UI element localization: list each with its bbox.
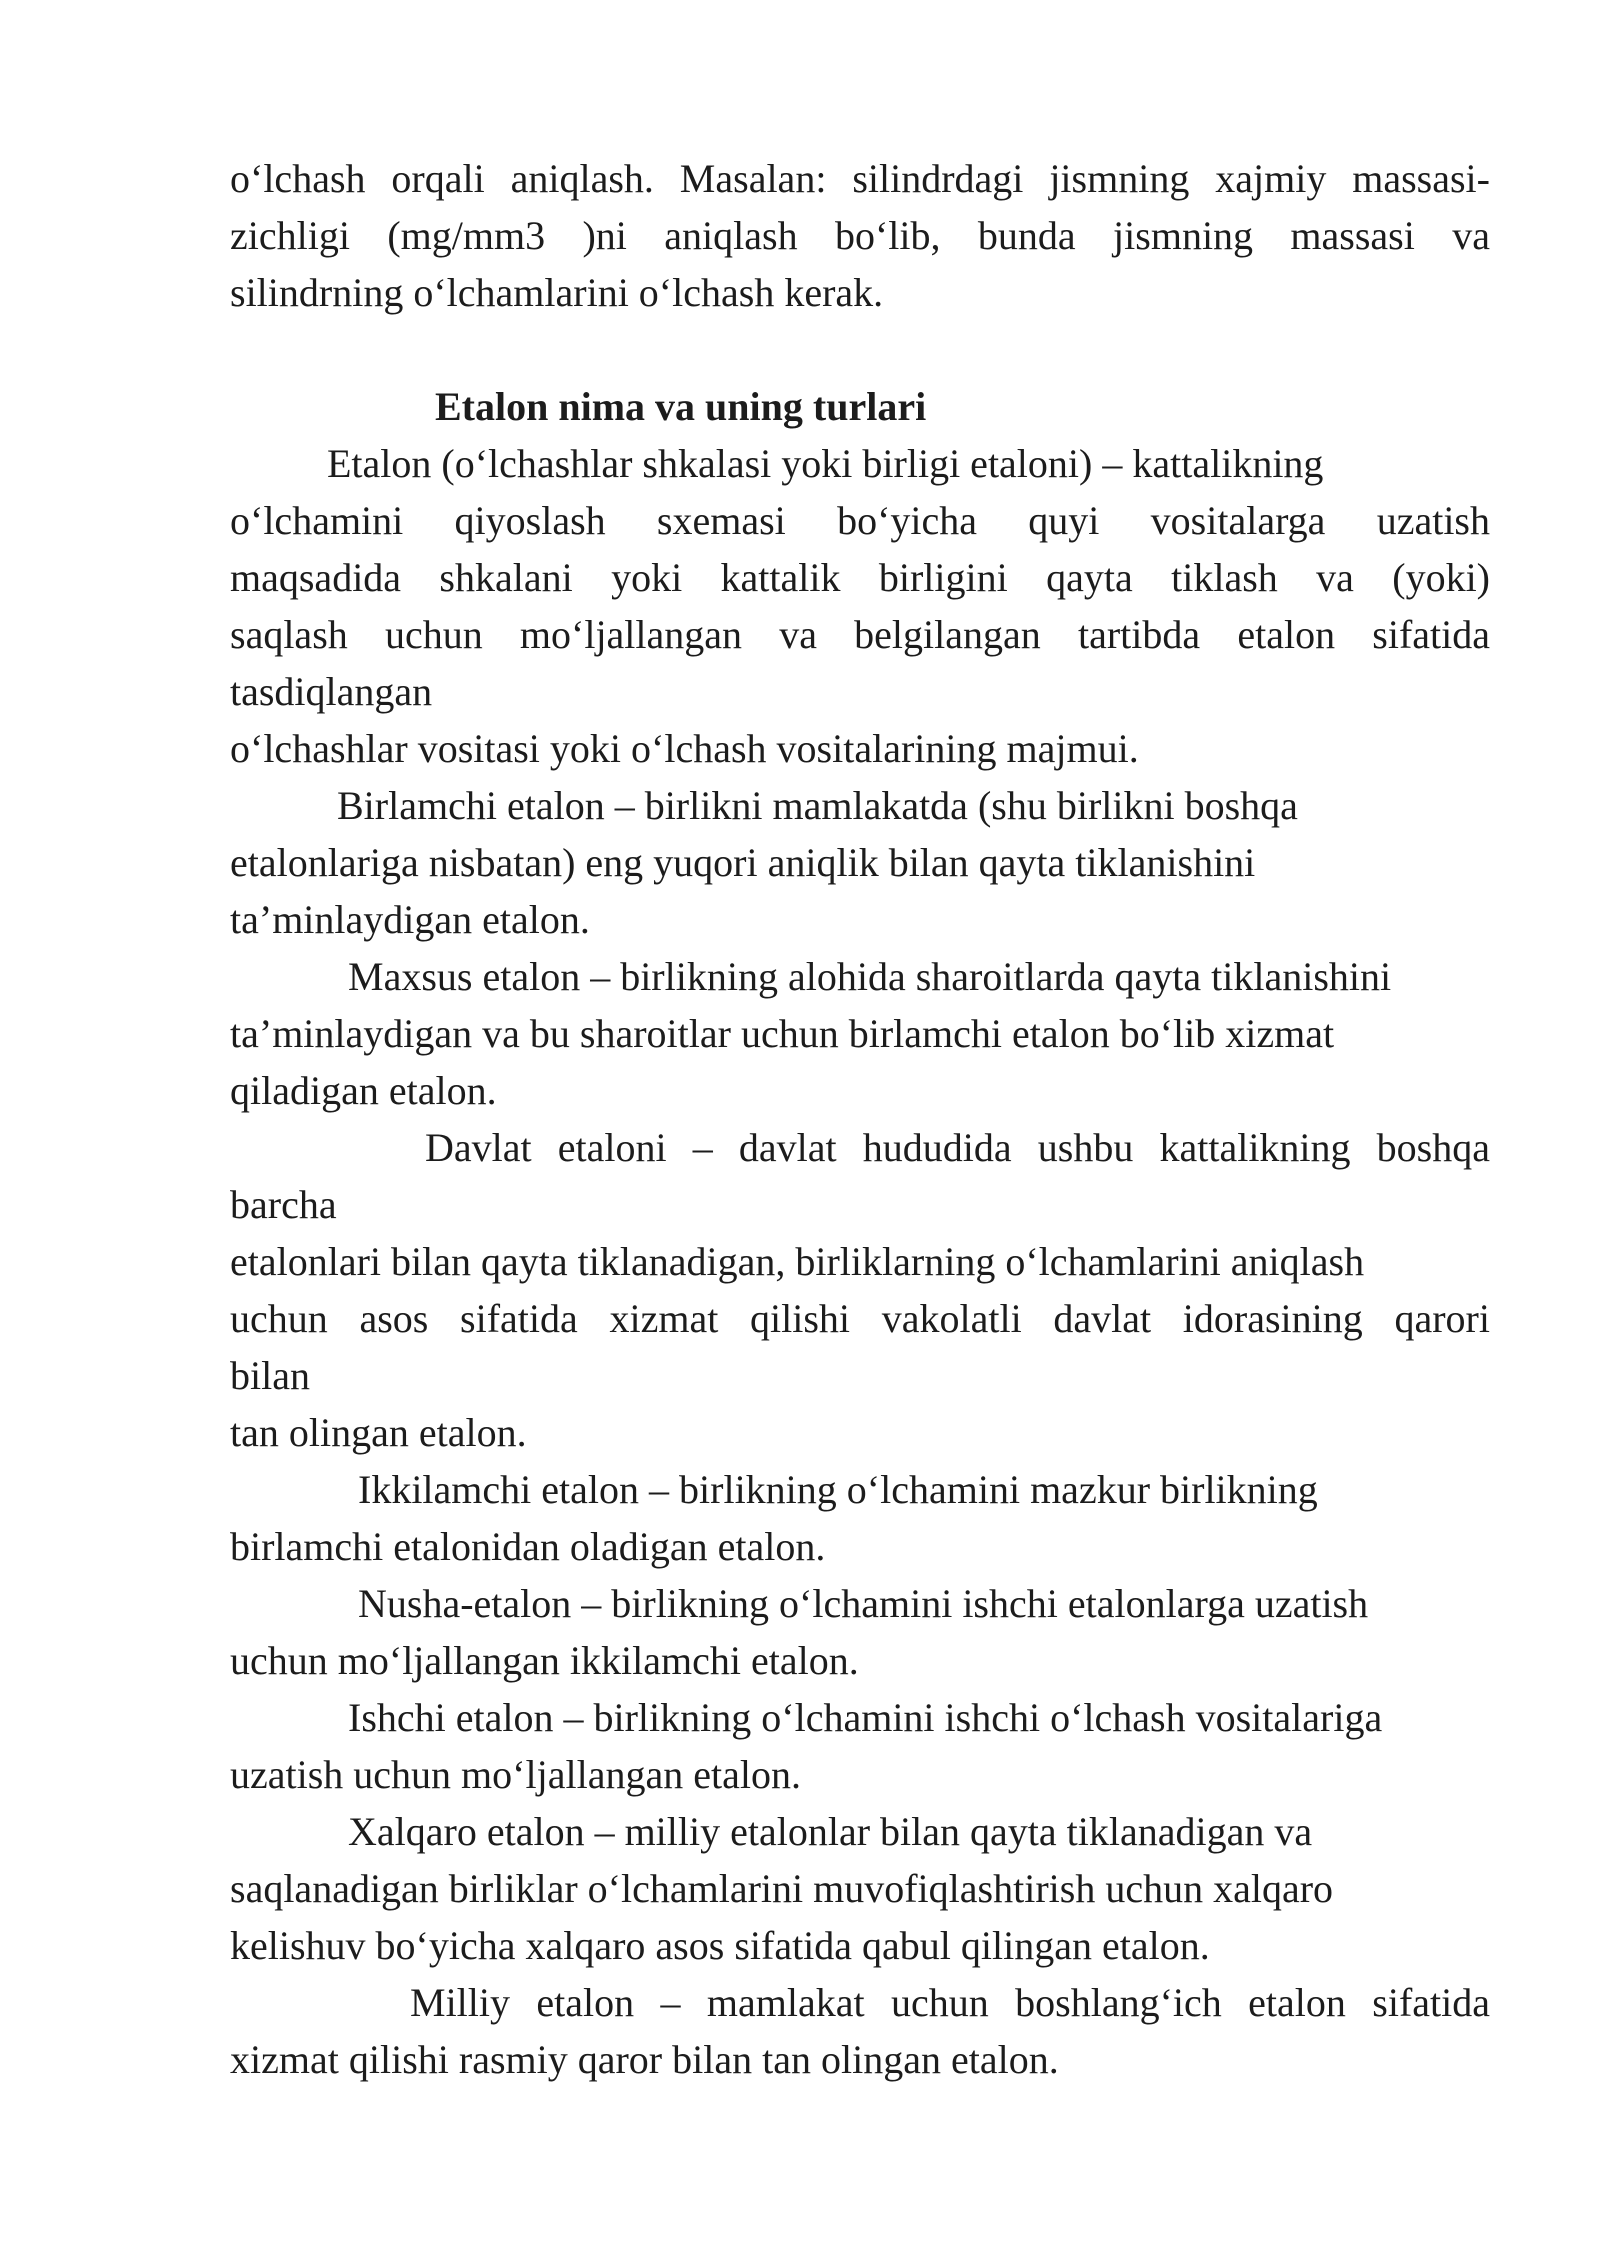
intro-paragraph xyxy=(230,150,1490,321)
paragraph-etalon xyxy=(230,435,1490,777)
paragraph-ishchi xyxy=(230,1689,1490,1803)
paragraph-ikkilamchi xyxy=(230,1461,1490,1575)
text-line: zichligi (mg/mm3 )ni aniqlash bo‘lib, bunda jismning massasi va xyxy=(230,213,1490,258)
text-line: Ishchi etalon – birlikning o‘lchamini ishchi o‘lchash vositalariga xyxy=(348,1695,1383,1740)
paragraph-maxsus xyxy=(230,948,1490,1119)
paragraph-xalqaro xyxy=(230,1803,1490,1974)
text-line: Milliy etalon – mamlakat uchun boshlang‘ich etalon sifatida xyxy=(410,1980,1490,2025)
text-line: Ikkilamchi etalon – birlikning o‘lchamini mazkur birlikning xyxy=(358,1467,1318,1512)
text-line: Xalqaro etalon – milliy etalonlar bilan qayta tiklanadigan va xyxy=(348,1809,1313,1854)
text-line: Maxsus etalon – birlikning alohida sharoitlarda qayta tiklanishini xyxy=(348,954,1392,999)
text-line: saqlanadigan birliklar o‘lchamlarini muvofiqlashtirish uchun xalqaro xyxy=(230,1866,1334,1911)
document-page xyxy=(230,150,1490,2088)
text-line: xizmat qilishi rasmiy qaror bilan tan olingan etalon. xyxy=(230,2037,1059,2082)
text-line: o‘lchashlar vositasi yoki o‘lchash vositalarining majmui. xyxy=(230,726,1139,771)
text-line: saqlash uchun mo‘ljallangan va belgilangan tartibda etalon sifatida xyxy=(230,612,1490,657)
paragraph-nusha xyxy=(230,1575,1490,1689)
text-line: etalonlariga nisbatan) eng yuqori aniqlik bilan qayta tiklanishini xyxy=(230,840,1256,885)
paragraph-birlamchi xyxy=(230,777,1490,948)
text-line: o‘lchamini qiyoslash sxemasi bo‘yicha quyi vositalarga uzatish xyxy=(230,498,1490,543)
text-line: uchun asos sifatida xizmat qilishi vakolatli davlat idorasining qarori xyxy=(230,1296,1490,1341)
text-line: kelishuv bo‘yicha xalqaro asos sifatida qabul qilingan etalon. xyxy=(230,1923,1210,1968)
text-line: qiladigan etalon. xyxy=(230,1068,497,1113)
text-line: ta’minlaydigan etalon. xyxy=(230,897,590,942)
text-line: uchun mo‘ljallangan ikkilamchi etalon. xyxy=(230,1638,859,1683)
text-line: tasdiqlangan xyxy=(230,669,433,714)
paragraph-milliy xyxy=(230,1974,1490,2088)
text-line: etalonlari bilan qayta tiklanadigan, birliklarning o‘lchamlarini aniqlash xyxy=(230,1239,1365,1284)
text-line: Nusha-etalon – birlikning o‘lchamini ishchi etalonlarga uzatish xyxy=(358,1581,1369,1626)
text-line: barcha xyxy=(230,1182,337,1227)
text-line: Davlat etaloni – davlat hududida ushbu kattalikning boshqa xyxy=(425,1125,1490,1170)
text-line: bilan xyxy=(230,1353,310,1398)
text-line: maqsadida shkalani yoki kattalik birligini qayta tiklash va (yoki) xyxy=(230,555,1490,600)
text-line: Etalon (o‘lchashlar shkalasi yoki birligi etaloni) – kattalikning xyxy=(327,441,1324,486)
text-line: ta’minlaydigan va bu sharoitlar uchun birlamchi etalon bo‘lib xizmat xyxy=(230,1011,1335,1056)
text-line: o‘lchash orqali aniqlash. Masalan: silindrdagi jismning xajmiy massasi- xyxy=(230,156,1490,201)
text-line: birlamchi etalonidan oladigan etalon. xyxy=(230,1524,826,1569)
paragraph-davlat xyxy=(230,1119,1490,1461)
section-heading: Etalon nima va uning turlari xyxy=(435,384,927,429)
text-line: uzatish uchun mo‘ljallangan etalon. xyxy=(230,1752,801,1797)
text-line: Birlamchi etalon – birlikni mamlakatda (shu birlikni boshqa xyxy=(337,783,1298,828)
text-line: silindrning o‘lchamlarini o‘lchash kerak. xyxy=(230,270,884,315)
text-line: tan olingan etalon. xyxy=(230,1410,527,1455)
